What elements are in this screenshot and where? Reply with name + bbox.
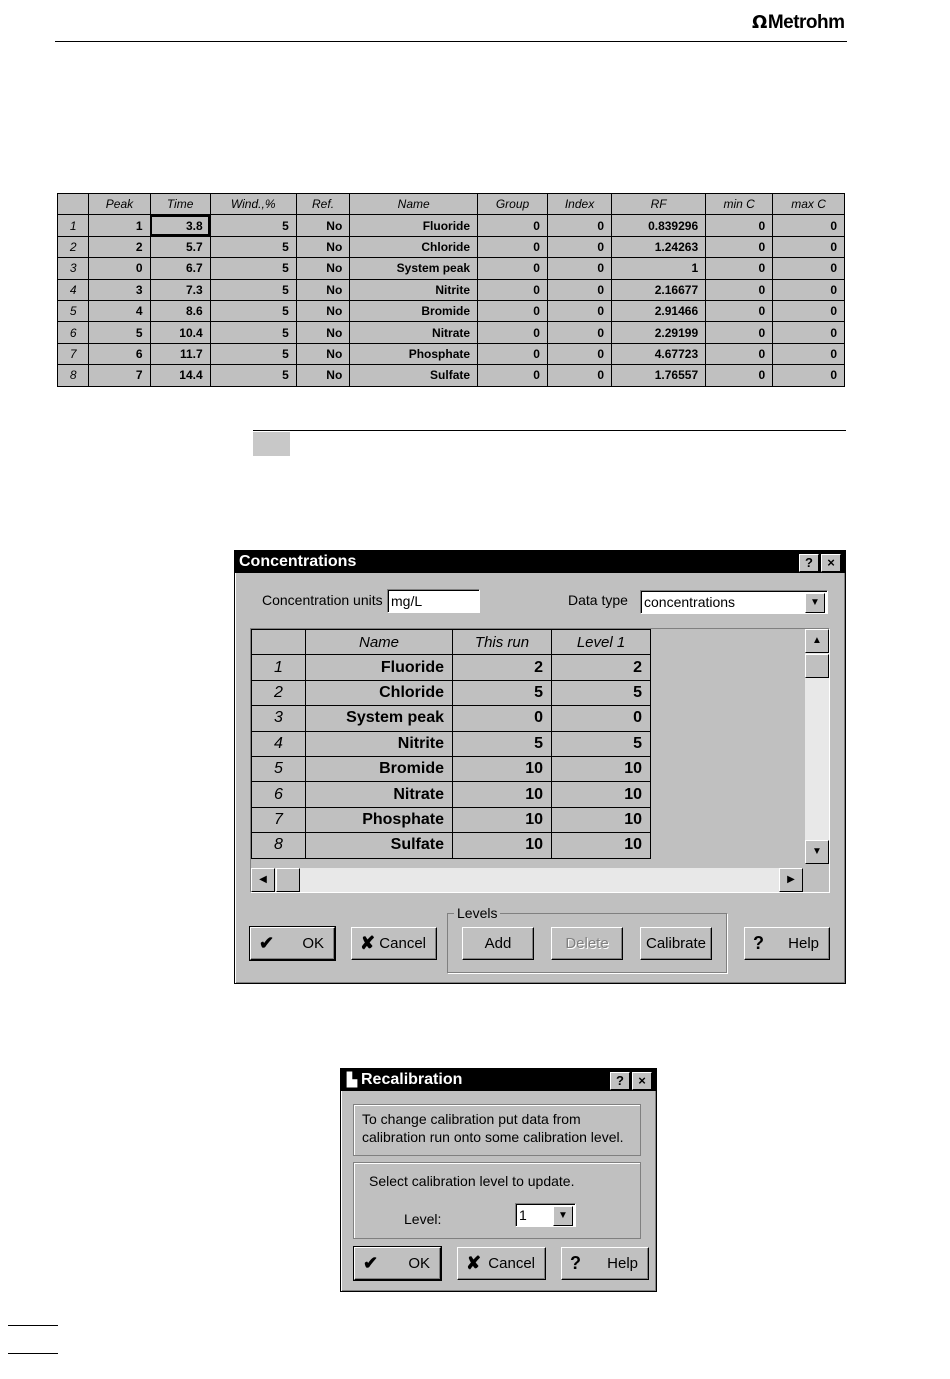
table-cell[interactable]: 0 <box>547 322 611 343</box>
table-cell[interactable]: 10.4 <box>150 322 210 343</box>
table-cell[interactable]: 0 <box>706 300 773 321</box>
table-cell[interactable]: 0 <box>773 236 845 257</box>
column-header[interactable]: Ref. <box>296 194 350 215</box>
row-header[interactable]: 1 <box>58 215 89 236</box>
table-cell[interactable]: 10 <box>552 807 651 832</box>
row-header[interactable]: 5 <box>58 300 89 321</box>
concentrations-header <box>252 630 651 655</box>
help-title-button[interactable]: ? <box>799 554 819 572</box>
table-cell[interactable]: No <box>296 215 350 236</box>
table-cell[interactable]: Chloride <box>306 680 453 705</box>
table-cell[interactable]: No <box>296 236 350 257</box>
row-header[interactable]: 3 <box>58 258 89 279</box>
table-row <box>252 833 651 858</box>
delete-level-button[interactable] <box>551 927 623 960</box>
info-line-2: calibration run onto some calibration level. <box>362 1129 624 1145</box>
table-cell[interactable]: No <box>296 365 350 386</box>
concentrations-titlebar <box>235 551 845 573</box>
table-cell[interactable]: System peak <box>350 258 478 279</box>
table-cell[interactable]: 0 <box>552 706 651 731</box>
table-cell[interactable]: Phosphate <box>350 343 478 364</box>
add-level-button[interactable] <box>462 927 534 960</box>
brand-name: Metrohm <box>767 12 845 33</box>
table-cell[interactable]: 2 <box>552 655 651 680</box>
table-cell[interactable]: Chloride <box>350 236 478 257</box>
ok-button[interactable] <box>354 1247 441 1280</box>
header-divider <box>55 41 847 42</box>
table-cell[interactable]: 0 <box>547 343 611 364</box>
table-cell[interactable]: 0 <box>773 322 845 343</box>
table-cell[interactable]: 5 <box>453 680 552 705</box>
levels-group-label: Levels <box>454 905 500 921</box>
table-cell[interactable]: 2.16677 <box>612 279 706 300</box>
table-cell[interactable]: No <box>296 258 350 279</box>
checkmark-icon: ✔ <box>363 1253 379 1273</box>
table-cell[interactable]: 0 <box>547 258 611 279</box>
level-value: 1 <box>519 1207 527 1223</box>
table-cell[interactable]: 0 <box>478 322 548 343</box>
checkmark-icon: ✔ <box>259 933 275 953</box>
row-header[interactable]: 2 <box>252 680 306 705</box>
datatype-value: concentrations <box>644 594 736 610</box>
level-select[interactable] <box>515 1203 576 1227</box>
vertical-scrollbar[interactable] <box>805 629 829 864</box>
table-cell[interactable]: 8.6 <box>150 300 210 321</box>
table-cell[interactable]: 0 <box>547 365 611 386</box>
app-icon: ▙ <box>347 1072 357 1087</box>
table-row <box>252 655 651 680</box>
column-header[interactable] <box>58 194 89 215</box>
row-header[interactable]: 7 <box>252 807 306 832</box>
table-cell[interactable]: 10 <box>453 833 552 858</box>
row-header[interactable]: 1 <box>252 655 306 680</box>
table-cell[interactable]: 7 <box>89 365 150 386</box>
calibrate-label: Calibrate <box>645 935 707 952</box>
table-cell[interactable]: 10 <box>552 833 651 858</box>
table-row <box>58 258 845 279</box>
table-cell[interactable]: 4 <box>89 300 150 321</box>
table-row <box>252 756 651 781</box>
table-cell[interactable]: 0 <box>547 300 611 321</box>
row-header[interactable]: 3 <box>252 706 306 731</box>
table-cell[interactable]: System peak <box>306 706 453 731</box>
table-cell[interactable]: 6 <box>89 343 150 364</box>
row-header[interactable]: 4 <box>58 279 89 300</box>
table-row <box>58 322 845 343</box>
help-label: Help <box>607 1255 638 1272</box>
table-row <box>58 236 845 257</box>
row-header[interactable]: 8 <box>252 833 306 858</box>
help-button[interactable] <box>561 1247 649 1280</box>
table-row <box>58 343 845 364</box>
question-icon: ? <box>753 933 764 953</box>
table-cell[interactable]: 1.76557 <box>612 365 706 386</box>
table-cell[interactable]: Bromide <box>306 756 453 781</box>
level-label: Level: <box>404 1211 442 1227</box>
table-row <box>58 365 845 386</box>
column-header[interactable]: RF <box>612 194 706 215</box>
table-cell[interactable]: 0 <box>706 215 773 236</box>
column-header[interactable] <box>252 630 306 655</box>
dialog-title: Concentrations <box>239 553 357 570</box>
table-cell[interactable]: 11.7 <box>150 343 210 364</box>
table-cell[interactable]: Sulfate <box>350 365 478 386</box>
x-mark-icon: ✘ <box>360 933 376 953</box>
table-row <box>252 706 651 731</box>
omega-logo-icon: Ω <box>752 12 767 33</box>
column-header[interactable]: min C <box>706 194 773 215</box>
table-cell[interactable]: 0 <box>547 236 611 257</box>
cancel-button[interactable] <box>351 927 437 960</box>
table-cell[interactable]: 0 <box>478 215 548 236</box>
table-cell[interactable]: 10 <box>453 756 552 781</box>
row-header[interactable]: 6 <box>252 782 306 807</box>
footer-rule <box>8 1353 58 1354</box>
table-cell[interactable]: 5 <box>89 322 150 343</box>
table-cell[interactable]: 0 <box>478 300 548 321</box>
help-label: Help <box>788 935 819 952</box>
help-title-button[interactable]: ? <box>610 1072 630 1090</box>
table-cell[interactable]: 0 <box>706 258 773 279</box>
table-cell[interactable]: 5 <box>210 365 296 386</box>
table-cell[interactable]: 3.8 <box>150 215 210 236</box>
ok-label: OK <box>408 1255 430 1272</box>
table-cell[interactable]: 2 <box>89 236 150 257</box>
table-cell[interactable]: 7.3 <box>150 279 210 300</box>
column-header[interactable]: Group <box>478 194 548 215</box>
row-header[interactable]: 2 <box>58 236 89 257</box>
row-header[interactable]: 4 <box>252 731 306 756</box>
cancel-label: Cancel <box>488 1255 535 1272</box>
units-label: Concentration units <box>262 592 383 608</box>
close-button[interactable]: × <box>821 554 841 572</box>
table-row <box>252 782 651 807</box>
column-header[interactable]: Name <box>350 194 478 215</box>
table-cell[interactable]: 5 <box>210 279 296 300</box>
table-cell[interactable]: 0 <box>453 706 552 731</box>
table-row <box>58 300 845 321</box>
scroll-right-icon[interactable]: ▶ <box>779 868 803 892</box>
table-cell[interactable]: 0 <box>478 258 548 279</box>
info-line-1: To change calibration put data from <box>362 1111 581 1127</box>
table-cell[interactable]: No <box>296 343 350 364</box>
row-header[interactable]: 5 <box>252 756 306 781</box>
table-cell[interactable]: 10 <box>552 782 651 807</box>
scroll-down-icon[interactable]: ▼ <box>805 840 829 864</box>
table-cell[interactable]: 0 <box>773 365 845 386</box>
row-header[interactable]: 6 <box>58 322 89 343</box>
ok-label: OK <box>302 935 324 952</box>
table-cell[interactable]: No <box>296 279 350 300</box>
scroll-thumb[interactable] <box>805 654 829 678</box>
table-cell[interactable]: 0 <box>773 343 845 364</box>
table-cell[interactable]: 14.4 <box>150 365 210 386</box>
table-cell[interactable]: 0 <box>773 215 845 236</box>
info-box <box>353 1104 641 1156</box>
table-cell[interactable]: 0 <box>706 365 773 386</box>
table-cell[interactable]: Bromide <box>350 300 478 321</box>
table-row <box>252 680 651 705</box>
table-cell[interactable]: 0 <box>478 343 548 364</box>
concentrations-table <box>251 629 651 859</box>
table-cell[interactable]: 0 <box>478 279 548 300</box>
table-cell[interactable]: 10 <box>552 756 651 781</box>
table-cell[interactable]: 0 <box>773 279 845 300</box>
concentrations-dialog <box>234 550 846 984</box>
calibrate-button[interactable] <box>640 927 712 960</box>
table-cell[interactable]: 2 <box>453 655 552 680</box>
table-cell[interactable]: 0 <box>773 258 845 279</box>
row-header[interactable]: 7 <box>58 343 89 364</box>
table-cell[interactable]: 0.839296 <box>612 215 706 236</box>
table-cell[interactable]: 5 <box>453 731 552 756</box>
peak-table-header <box>58 194 845 215</box>
table-cell[interactable]: 10 <box>453 782 552 807</box>
datatype-select[interactable] <box>640 590 828 614</box>
column-header[interactable]: Index <box>547 194 611 215</box>
table-cell[interactable]: 0 <box>478 236 548 257</box>
table-cell[interactable]: 0 <box>773 300 845 321</box>
row-header[interactable]: 8 <box>58 365 89 386</box>
horizontal-scrollbar[interactable] <box>251 868 803 892</box>
table-cell[interactable]: 4.67723 <box>612 343 706 364</box>
table-cell[interactable]: Fluoride <box>306 655 453 680</box>
column-header[interactable]: Level 1 <box>552 630 651 655</box>
table-cell[interactable]: 6.7 <box>150 258 210 279</box>
table-cell[interactable]: Nitrate <box>350 322 478 343</box>
chevron-down-icon[interactable]: ▼ <box>805 593 825 613</box>
concentrations-grid <box>250 628 830 893</box>
column-header[interactable]: Peak <box>89 194 150 215</box>
column-header[interactable]: Name <box>306 630 453 655</box>
table-cell[interactable]: Nitrite <box>306 731 453 756</box>
table-cell[interactable]: 1 <box>612 258 706 279</box>
select-level-text: Select calibration level to update. <box>369 1173 575 1189</box>
table-cell[interactable]: 3 <box>89 279 150 300</box>
table-cell[interactable]: No <box>296 300 350 321</box>
table-cell[interactable]: 0 <box>706 343 773 364</box>
column-header[interactable]: max C <box>773 194 845 215</box>
table-cell[interactable]: Phosphate <box>306 807 453 832</box>
x-mark-icon: ✘ <box>466 1253 482 1273</box>
table-cell[interactable]: 5 <box>210 322 296 343</box>
table-cell[interactable]: 0 <box>706 322 773 343</box>
dialog-title: Recalibration <box>361 1071 463 1088</box>
note-divider <box>253 430 846 431</box>
column-header[interactable]: Time <box>150 194 210 215</box>
table-cell[interactable]: 5 <box>210 343 296 364</box>
table-cell[interactable]: 5 <box>210 258 296 279</box>
table-row <box>252 731 651 756</box>
scroll-up-icon[interactable]: ▲ <box>805 629 829 653</box>
table-cell[interactable]: 5 <box>210 215 296 236</box>
scroll-h-thumb[interactable] <box>276 868 300 892</box>
table-cell[interactable]: 5 <box>552 680 651 705</box>
cancel-label: Cancel <box>379 935 426 952</box>
recalibration-titlebar <box>341 1069 656 1091</box>
table-cell[interactable]: Sulfate <box>306 833 453 858</box>
column-header[interactable]: This run <box>453 630 552 655</box>
table-cell[interactable]: Nitrite <box>350 279 478 300</box>
table-cell[interactable]: 0 <box>547 215 611 236</box>
table-cell[interactable]: Nitrate <box>306 782 453 807</box>
note-marker <box>253 432 290 456</box>
help-button[interactable] <box>744 927 830 960</box>
table-cell[interactable]: 0 <box>89 258 150 279</box>
close-button[interactable]: × <box>632 1072 652 1090</box>
table-cell[interactable]: 5 <box>210 300 296 321</box>
cancel-button[interactable] <box>457 1247 546 1280</box>
question-icon: ? <box>570 1253 581 1273</box>
peak-table <box>57 193 845 387</box>
table-cell[interactable]: 1 <box>89 215 150 236</box>
ok-button[interactable] <box>250 927 335 960</box>
table-cell[interactable]: 0 <box>478 365 548 386</box>
datatype-label: Data type <box>568 592 628 608</box>
table-row <box>58 215 845 236</box>
table-cell[interactable]: 0 <box>706 279 773 300</box>
table-cell[interactable]: No <box>296 322 350 343</box>
recalibration-dialog <box>340 1068 657 1292</box>
add-label: Add <box>484 935 512 952</box>
delete-label: Delete <box>565 935 609 952</box>
column-header[interactable]: Wind.,% <box>210 194 296 215</box>
footer-rule <box>8 1325 58 1326</box>
table-cell[interactable]: 2.91466 <box>612 300 706 321</box>
table-row <box>252 807 651 832</box>
table-cell[interactable]: 10 <box>453 807 552 832</box>
table-cell[interactable]: 2.29199 <box>612 322 706 343</box>
chevron-down-icon[interactable]: ▼ <box>553 1206 573 1226</box>
table-cell[interactable]: 5 <box>552 731 651 756</box>
table-row <box>58 279 845 300</box>
units-input[interactable]: mg/L <box>387 589 480 613</box>
table-cell[interactable]: 0 <box>547 279 611 300</box>
table-cell[interactable]: Fluoride <box>350 215 478 236</box>
table-cell[interactable]: 5.7 <box>150 236 210 257</box>
brand-logo <box>752 12 845 34</box>
table-cell[interactable]: 5 <box>210 236 296 257</box>
table-cell[interactable]: 1.24263 <box>612 236 706 257</box>
table-cell[interactable]: 0 <box>706 236 773 257</box>
scroll-left-icon[interactable]: ◀ <box>251 868 275 892</box>
select-level-box <box>353 1162 641 1239</box>
